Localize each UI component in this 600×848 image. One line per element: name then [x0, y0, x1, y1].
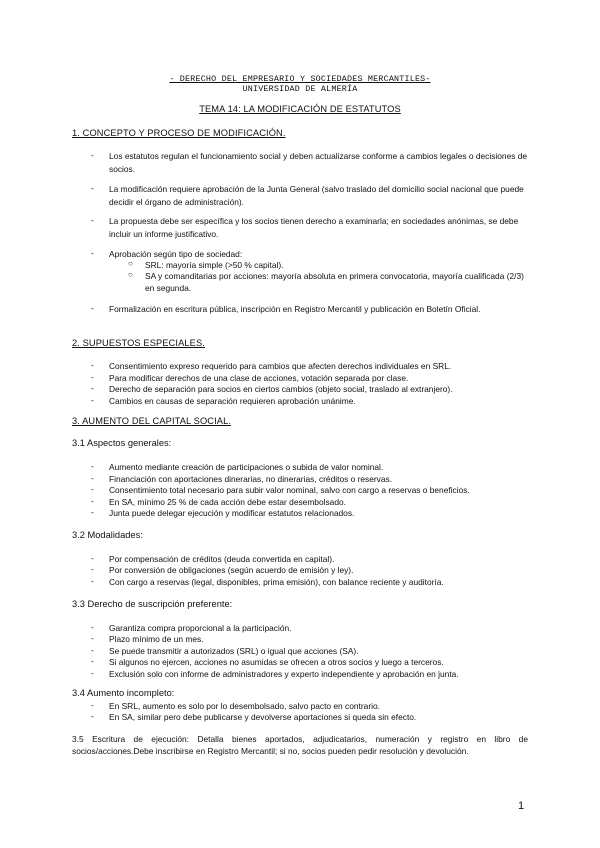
- bullet-marker: -: [91, 303, 94, 313]
- section-1-item-5: Formalización en escritura pública, inscripción en Registro Mercantil y publicación en Boletín Oficial.: [109, 304, 481, 314]
- subsection-3-3-item-3: Se puede transmitir a autorizados (SRL) o igual que acciones (SA).: [109, 646, 359, 656]
- subsection-3-1-item-2: Financiación con aportaciones dinerarias, no dinerarias, créditos o reservas.: [109, 474, 393, 484]
- section-2-item-3: Derecho de separación para socios en ciertos cambios (objeto social, traslado al extranjero).: [109, 384, 453, 394]
- section-1-heading: 1. CONCEPTO Y PROCESO DE MODIFICACIÓN.: [72, 128, 286, 138]
- subsection-3-4-item-2: En SA, similar pero debe publicarse y devolverse aportaciones si queda sin efecto.: [109, 712, 417, 722]
- section-2-item-1: Consentimiento expreso requerido para cambios que afecten derechos individuales en SRL.: [109, 361, 452, 371]
- subsection-3-1-item-1: Aumento mediante creación de participaciones o subida de valor nominal.: [109, 462, 384, 472]
- bullet-marker: -: [91, 496, 94, 506]
- subsection-3-3-item-1: Garantiza compra proporcional a la participación.: [109, 623, 292, 633]
- bullet-marker: -: [91, 564, 94, 574]
- bullet-marker: -: [91, 633, 94, 643]
- section-1-item-2: La modificación requiere aprobación de la Junta General (salvo traslado del domicilio social nacional que puede decidir el órgano de administración).: [109, 184, 524, 207]
- section-2-item-2: Para modificar derechos de una clase de acciones, votación separada por clase.: [109, 373, 409, 383]
- page-number: 1: [518, 800, 525, 812]
- section-1-item-1: Los estatutos regulan el funcionamiento social y deben actualizarse conforme a cambios legales o decisiones de socios.: [109, 151, 528, 174]
- subsection-3-5-paragraph: 3.5 Escritura de ejecución: Detalla bienes aportados, adjudicatarios, numeración y registro en libro de socios/acciones.Debe inscribirse en Registro Mercantil; si no, socios pueden pedir resolución y devolución.: [72, 734, 528, 756]
- bullet-marker: -: [91, 576, 94, 586]
- bullet-marker: -: [91, 484, 94, 494]
- section-2-item-4: Cambios en causas de separación requieren aprobación unánime.: [109, 396, 356, 406]
- bullet-marker: -: [91, 395, 94, 405]
- bullet-marker: -: [91, 668, 94, 678]
- section-3-heading: 3. AUMENTO DEL CAPITAL SOCIAL.: [72, 416, 232, 426]
- section-1-subitem-sa: SA y comanditarias por acciones: mayoría absoluta en primera convocatoria, mayoría cualificada (2/3) en segunda.: [145, 271, 524, 293]
- subsection-3-3-item-4: Si algunos no ejercen, acciones no asumidas se ofrecen a otros socios y luego a terceros.: [109, 657, 444, 667]
- topic-title: TEMA 14: LA MODIFICACIÓN DE ESTATUTOS: [199, 104, 401, 114]
- bullet-marker: -: [91, 183, 94, 193]
- subsection-3-4-item-1: En SRL, aumento es solo por lo desembolsado, salvo pacto en contrario.: [109, 701, 380, 711]
- circle-bullet-icon: ○: [128, 259, 133, 268]
- subsection-3-2-item-2: Por conversión de obligaciones (según acuerdo de emisión y ley).: [109, 565, 354, 575]
- section-1-item-3: La propuesta debe ser específica y los socios tienen derecho a examinarla; en sociedades anónimas, se debe incluir un informe justificativo.: [109, 216, 519, 239]
- subsection-3-2-item-1: Por compensación de créditos (deuda convertida en capital).: [109, 554, 335, 564]
- section-2-heading: 2. SUPUESTOS ESPECIALES.: [72, 338, 205, 348]
- bullet-marker: -: [91, 372, 94, 382]
- bullet-marker: -: [91, 360, 94, 370]
- bullet-marker: -: [91, 150, 94, 160]
- subsection-3-2-item-3: Con cargo a reservas (legal, disponibles, prima emisión), con balance reciente y auditoría.: [109, 577, 444, 587]
- subsection-3-1-item-5: Junta puede delegar ejecución y modificar estatutos relacionados.: [109, 508, 355, 518]
- bullet-marker: -: [91, 383, 94, 393]
- bullet-marker: -: [91, 700, 94, 710]
- bullet-marker: -: [91, 473, 94, 483]
- bullet-marker: -: [91, 507, 94, 517]
- bullet-marker: -: [91, 553, 94, 563]
- university-header: UNIVERSIDAD DE ALMERÍA: [242, 84, 358, 94]
- bullet-marker: -: [91, 656, 94, 666]
- subsection-3-4-heading: 3.4 Aumento incompleto:: [72, 688, 175, 698]
- subsection-3-1-item-3: Consentimiento total necesario para subir valor nominal, salvo con cargo a reservas o beneficios.: [109, 485, 470, 495]
- subsection-3-3-item-5: Exclusión solo con informe de administradores y experto independiente y aprobación en junta.: [109, 669, 459, 679]
- subsection-3-3-heading: 3.3 Derecho de suscripción preferente:: [72, 599, 233, 609]
- bullet-marker: -: [91, 622, 94, 632]
- subsection-3-1-heading: 3.1 Aspectos generales:: [72, 438, 172, 448]
- subsection-3-1-item-4: En SA, mínimo 25 % de cada acción debe estar desembolsado.: [109, 497, 346, 507]
- subsection-3-3-item-2: Plazo mínimo de un mes.: [109, 634, 204, 644]
- circle-bullet-icon: ○: [128, 270, 133, 279]
- section-1-subitem-srl: SRL: mayoría simple (>50 % capital).: [145, 260, 284, 270]
- bullet-marker: -: [91, 645, 94, 655]
- bullet-marker: -: [91, 461, 94, 471]
- subsection-3-2-heading: 3.2 Modalidades:: [72, 530, 143, 540]
- course-header: - DERECHO DEL EMPRESARIO Y SOCIEDADES MERCANTILES-: [169, 74, 431, 84]
- bullet-marker: -: [91, 215, 94, 225]
- bullet-marker: -: [91, 711, 94, 721]
- bullet-marker: -: [91, 248, 94, 258]
- section-1-item-4: Aprobación según tipo de sociedad:: [109, 249, 243, 259]
